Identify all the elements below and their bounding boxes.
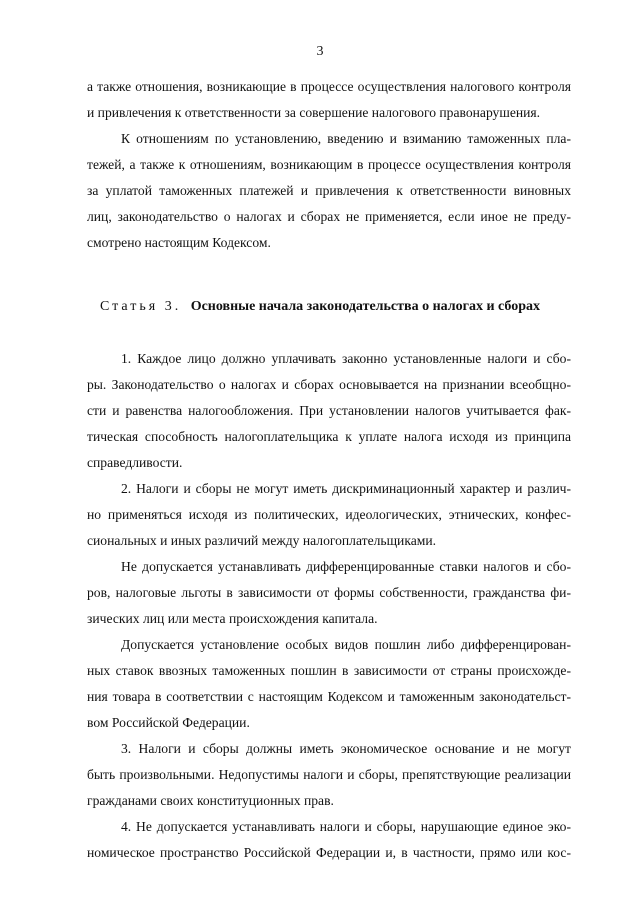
text-line: быть произвольными. Недопустимы налоги и сборы, препятствующие реализации (87, 767, 571, 782)
text-line: вом Российской Федерации. (87, 715, 250, 730)
text-line: 3. Налоги и сборы должны иметь экономическое основание и не могут (121, 741, 571, 756)
text-line: и привлечения к ответственности за совершение налогового правонарушения. (87, 105, 541, 120)
text-line: ры. Законодательство о налогах и сборах основывается на признании всеобщно- (87, 377, 571, 392)
page-number: 3 (316, 44, 324, 59)
text-line: 2. Налоги и сборы не могут иметь дискриминационный характер и различ- (121, 481, 571, 496)
text-line: ров, налоговые льготы в зависимости от формы собственности, гражданства фи- (87, 585, 571, 600)
article-body (87, 346, 571, 866)
text-line: ния товара в соответствии с настоящим Кодексом и таможенным законодательст- (87, 689, 571, 704)
text-line: сти и равенства налогообложения. При установлении налогов учитывается фак- (87, 403, 571, 418)
text-line: тежей, а также к отношениям, возникающим в процессе осуществления контроля (87, 157, 571, 172)
text-line: 1. Каждое лицо должно уплачивать законно установленные налоги и сбо- (121, 351, 571, 366)
text-line: справедливости. (87, 455, 183, 470)
text-line: смотрено настоящим Кодексом. (87, 235, 271, 250)
text-line: 4. Не допускается устанавливать налоги и сборы, нарушающие единое эко- (121, 819, 571, 834)
text-line: сиональных и иных различий между налогоплательщиками. (87, 533, 437, 548)
text-line: Не допускается устанавливать дифференцированные ставки налогов и сбо- (121, 559, 571, 574)
article-title: Основные начала законодательства о налогах и сборах (190, 299, 541, 314)
text-line: зических лиц или места происхождения капитала. (87, 611, 378, 626)
article-label: Статья 3. (99, 299, 182, 314)
text-line: К отношениям по установлению, введению и взиманию таможенных пла- (121, 131, 571, 146)
text-line: но применяться исходя из политических, идеологических, этнических, конфес- (87, 507, 571, 522)
text-line: гражданами своих конституционных прав. (87, 793, 334, 808)
text-line: а также отношения, возникающие в процессе осуществления налогового контроля (87, 79, 571, 94)
text-line: номическое пространство Российской Федерации и, в частности, прямо или кос- (87, 845, 571, 860)
text-line: ных ставок ввозных таможенных пошлин в зависимости от страны происхожде- (87, 663, 571, 678)
text-line: лиц, законодательство о налогах и сборах не применяется, если иное не преду- (87, 209, 571, 224)
intro-paragraphs (87, 74, 571, 256)
text-line: Допускается установление особых видов пошлин либо дифференцирован- (121, 637, 571, 652)
text-line: тическая способность налогоплательщика к уплате налога исходя из принципа (87, 429, 571, 444)
article-heading (0, 299, 640, 315)
text-line: за уплатой таможенных платежей и привлечения к ответственности виновных (87, 183, 571, 198)
